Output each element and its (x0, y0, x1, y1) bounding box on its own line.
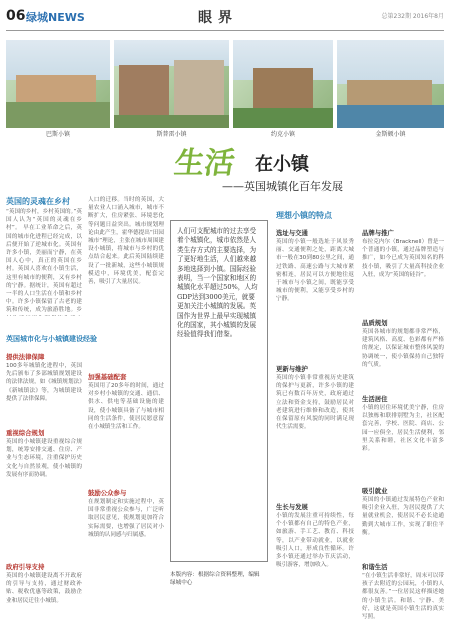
brand-en: NEWS (48, 11, 85, 24)
photo-caption: 金斯顿小镇 (375, 131, 406, 138)
col1-subhead: 提供法律保障 (6, 353, 45, 361)
col1-subhead: 政府引导支持 (6, 563, 45, 571)
photo-caption: 约克小镇 (270, 131, 295, 138)
col5-text: 英国各城市的规划都非常严格，建筑风格、高度、色彩都有严格的规定，以保证城市整体风貌的协调统一，使小镇保持自己独特的气质。 (362, 329, 444, 368)
header-divider (6, 30, 444, 31)
col2-text: 英国用了20多年的时间，通过对乡村小城镇的交通、通信、供水、供电等基础设施的建设，使小城镇具备了与城市相同的生活条件，使居民愿意留在小城镇生活和工作。 (88, 383, 164, 431)
col2-subhead: 鼓励公众参与 (88, 489, 127, 497)
col4-subhead: 更新与维护 (276, 365, 308, 373)
source-note: 本版内容：根据综合资料整理，编辑 绿城中心 (170, 572, 260, 586)
quote-box (170, 220, 268, 562)
photo-york (233, 40, 333, 128)
photo-caption: 斯普雷小镇 (156, 131, 187, 138)
photo-caption: 巴斯小镇 (45, 131, 70, 138)
title-zaixiaozhen: 在小镇 (255, 154, 309, 175)
quote-text: 人们可支配城市的过去享受着个城镇化，城市依然是人类生存方式的主要选择，为了更好地生活，人们越来越多地选择到小镇。国际经验表明，当一个国家和地区的城镇化水平超过50%，人均GDP达到3000美元，就要更加关注小城镇的发展。英国作为世界上最早实现城镇化的国家，其小城镇的发展经验值得我们借鉴。 (177, 227, 258, 339)
title-shenghuo: 生活 (172, 146, 237, 181)
col4-subhead: 生长与发展 (276, 503, 308, 511)
col1-text: 英国的小城镇建设离不开政府的引导与支持，通过财政补贴、税收优惠等政策，鼓励企业和居民迁往小城镇。 (6, 573, 82, 604)
col1-text: “英国的乡村，乡村英国的。”英国人认为“英国的灵魂在乡村”。 早在工业革命之后，英国的城市化进程已经完成，以后便开始了逆城市化。英国有许多小镇，美丽而宁静，在英国人心中，真正的英国在乡村。英国人喜欢在小镇生活，这里有城市的便利，又有乡村的宁静。据统计，英国有超过一半的人口生活在小镇和乡村中。许多小镇保留了古老的建筑和传统，成为旅游胜地。乡 (6, 209, 82, 314)
page-number: 06 (6, 8, 26, 24)
col5-subhead: 品质规划 (362, 319, 388, 327)
col1-text: 英国的小城镇建设重视综合规划，统筹安排交通、住房、产业与生态环境，注重保护历史文化与自然景观，使小城镇的发展有序而协调。 (6, 439, 82, 478)
col4-text: 小镇的发展注重可持续性，每个小镇都有自己的特色产业，如旅游、手工艺、教育、科技等，以产业带动就业，以就业吸引人口，形成良性循环。许多小镇还通过举办节庆活动，吸引游客，增加收入。 (276, 513, 354, 569)
page-header (0, 0, 450, 34)
col4-heading: 理想小镇的特点 (276, 211, 332, 220)
col4-text: 英国的小镇非常重视历史建筑的保护与更新，许多小镇的建筑已有数百年历史，政府通过立法和资金支持，鼓励居民对老建筑进行维修和改造，使其在保留原有风貌的同时满足现代生活需要。 (276, 375, 354, 431)
col2-text: 在规划制定和实施过程中，英国非常重视公众参与，广泛听取居民意见，使规划更加符合实际需要，也增强了居民对小城镇的认同感与归属感。 (88, 499, 164, 538)
col5-subhead: 吸引就业 (362, 487, 388, 495)
col1-text: 100多年城镇化进程中，英国先后颁布了多部城镇规划建设的法律法规，如《城镇规划法》《新城镇法》等，为城镇建设提供了法律保障。 (6, 363, 82, 402)
col5-subhead: 和谐生活 (362, 563, 388, 571)
col5-subhead: 品牌与推广 (362, 229, 394, 237)
title-subtitle: ——英国城镇化百年发展 (222, 180, 343, 193)
col5-text: 小镇的居住环境优美宁静，住房以独栋和联排别墅为主，社区配套完善，学校、医院、商店、公园一应俱全，居民生活便利，邻里关系和睦，社区文化丰富多彩。 (362, 405, 444, 453)
issue-info: 总第232期 2016年8月 (381, 13, 444, 20)
brand-cn: 绿城 (26, 11, 48, 24)
col5-subhead: 生活居住 (362, 395, 388, 403)
col2-subhead: 加强基础配套 (88, 373, 127, 381)
col2-text: 人口的迁移。当时的英国，大量农业人口涌入城市，城市不断扩大，住房紧张、环境恶化等问题日益突出。城市规划理论由此产生，霍华德提出“田园城市”理论，主张在城市周围建设小城镇，将城市与乡村的优点结合起来。此后英国陆续建设了一批新城，这些小城镇规模适中，环境优美，配套完善，吸引了大量居民。 (88, 197, 164, 286)
col4-subhead: 选址与交通 (276, 229, 308, 237)
photo-kingston (337, 40, 444, 128)
photo-bath (6, 40, 110, 128)
col5-text: “在小镇生活非常好，周末可以带孩子去附近的公园玩，小镇的人都很友善。”一位居民这样描述她的小镇生活。和谐、宁静、美好，这就是英国小镇生活的真实写照。 (362, 573, 444, 621)
section-title: 眼界 (198, 10, 238, 26)
photo-spray (114, 40, 229, 128)
col5-text: 英国的小镇通过发展特色产业和吸引企业入驻，为居民提供了大量就业机会，使居民不必长途通勤到大城市工作，实现了职住平衡。 (362, 497, 444, 536)
col1-subhead: 重视综合规划 (6, 429, 45, 437)
col1-heading: 英国的灵魂在乡村 (6, 197, 70, 206)
col5-text: 布拉克内尔（Bracknell）曾是一个普通的小镇，通过品牌塑造与推广，如今已成为英国知名的科技小镇，吸引了大量高科技企业入驻，成为“英国的硅谷”。 (362, 239, 444, 278)
col1-heading2: 英国城市化与小城镇建设经验 (6, 335, 97, 343)
brand-logo (26, 9, 85, 25)
col4-text: 英国的小镇一般选址于风景秀丽、交通便利之处，距离大城市一般在30到80公里之间，通过铁路、高速公路与大城市紧密相连，居民可以方便地往返于城市与小镇之间，既能享受城市的便利，又能享受乡村的宁静。 (276, 239, 354, 303)
